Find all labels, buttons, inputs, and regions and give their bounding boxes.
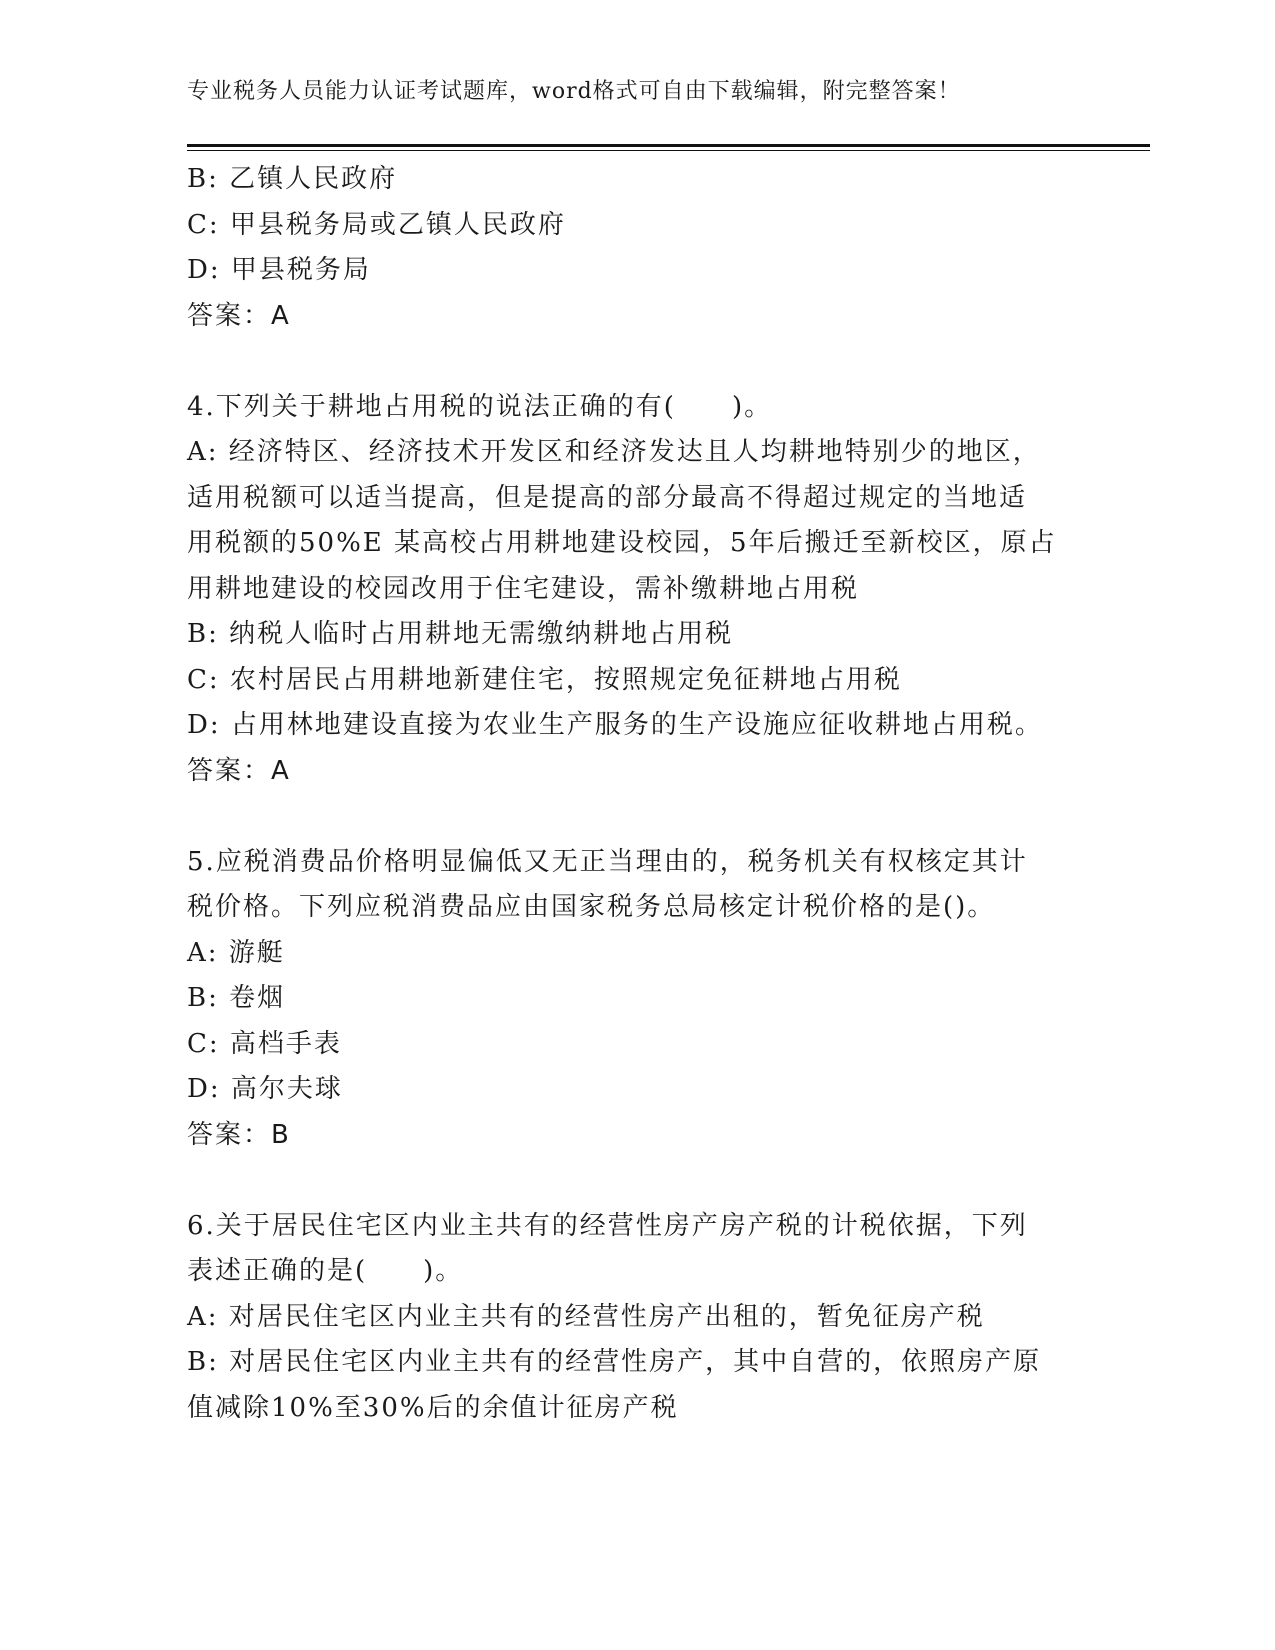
- option-b-continued: 值减除10%至30%后的余值计征房产税: [187, 1392, 679, 1423]
- document-header: 专业税务人员能力认证考试题库，word格式可自由下载编辑，附完整答案！: [187, 79, 961, 104]
- spacer: [187, 1158, 1087, 1204]
- option-d: D: 甲县税务局: [187, 255, 371, 285]
- question-block-4: [187, 385, 1087, 795]
- answer-line: 答案：A: [187, 300, 291, 331]
- option-b: B: 纳税人临时占用耕地无需缴纳耕地占用税: [187, 619, 734, 649]
- option-a: A: 游艇: [187, 937, 285, 968]
- question-stem-continued: 税价格。下列应税消费品应由国家税务总局核定计税价格的是()。: [187, 892, 996, 922]
- option-a-continued: 用耕地建设的校园改用于住宅建设，需补缴耕地占用税: [187, 573, 860, 604]
- question-stem: 5.应税消费品价格明显偏低又无正当理由的，税务机关有权核定其计: [187, 846, 1028, 877]
- option-a-continued: 适用税额可以适当提高，但是提高的部分最高不得超过规定的当地适: [187, 482, 1028, 513]
- option-d: D: 高尔夫球: [187, 1074, 343, 1104]
- option-b: B: 乙镇人民政府: [187, 164, 398, 194]
- spacer: [187, 794, 1087, 840]
- header-divider-thin: [187, 150, 1150, 151]
- option-a: A: 经济特区、经济技术开发区和经济发达且人均耕地特别少的地区，: [187, 437, 1041, 467]
- question-stem: 6.关于居民住宅区内业主共有的经营性房产房产税的计税依据，下列: [187, 1210, 1028, 1241]
- option-d: D: 占用林地建设直接为农业生产服务的生产设施应征收耕地占用税。: [187, 710, 1043, 740]
- header-divider-thick: [187, 144, 1150, 147]
- question-stem: 4.下列关于耕地占用税的说法正确的有( )。: [187, 391, 773, 422]
- spacer: [187, 339, 1087, 385]
- question-stem-continued: 表述正确的是( )。: [187, 1256, 464, 1286]
- answer-line: 答案：A: [187, 755, 291, 786]
- question-content: [187, 157, 1087, 1431]
- question-block-3: [187, 157, 1087, 339]
- option-a: A: 对居民住宅区内业主共有的经营性房产出租的，暂免征房产税: [187, 1301, 985, 1332]
- option-c: C: 农村居民占用耕地新建住宅，按照规定免征耕地占用税: [187, 664, 902, 695]
- answer-line: 答案：B: [187, 1119, 291, 1150]
- option-c: C: 高档手表: [187, 1028, 342, 1059]
- option-b: B: 对居民住宅区内业主共有的经营性房产，其中自营的，依照房产原: [187, 1347, 1042, 1377]
- option-b: B: 卷烟: [187, 983, 286, 1013]
- question-block-6: [187, 1204, 1087, 1432]
- option-c: C: 甲县税务局或乙镇人民政府: [187, 209, 566, 240]
- question-block-5: [187, 840, 1087, 1159]
- option-a-continued: 用税额的50%E 某高校占用耕地建设校园，5年后搬迁至新校区，原占: [187, 528, 1057, 558]
